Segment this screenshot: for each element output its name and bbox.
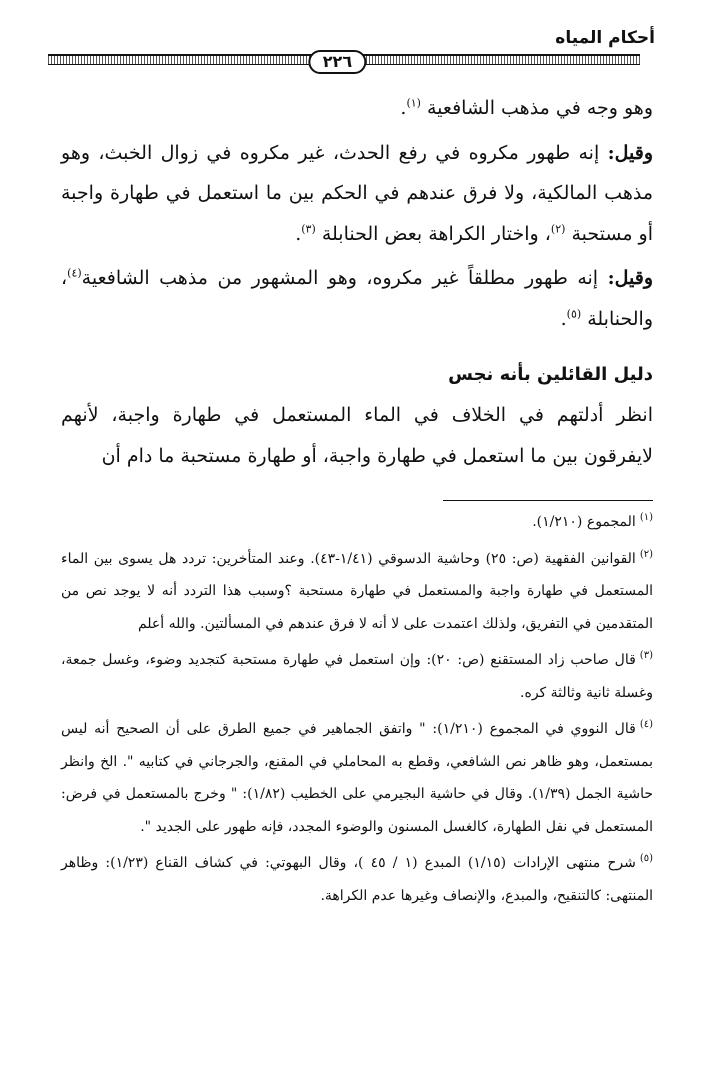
paragraph-2-text-a: إنه طهور مكروه في رفع الحدث، غير مكروه في زوال الخبث، وهو مذهب المالكية، ولا فرق عندهم في الحكم بين ما استعمل في طهارة واجبة أو مستحبة <box>61 141 653 245</box>
running-title: أحكام المياه <box>555 28 655 48</box>
paragraph-1-text: وهو وجه في مذهب الشافعية <box>427 97 653 119</box>
footnote-ref-1: (١) <box>406 96 421 110</box>
footnote-ref-4: (٤) <box>67 266 82 280</box>
paragraph-2-intro: وقيل: <box>607 141 653 164</box>
paragraph-2 <box>61 133 653 255</box>
footnote-3-text: قال صاحب زاد المستقنع (ص: ٢٠): وإن استعمل في طهارة مستحبة كتجديد وضوء، وغسل جمعة، وغسلة ثانية وثالثة كره. <box>61 652 653 701</box>
page-number: ٢٢٦ <box>309 50 366 74</box>
paragraph-4: انظر أدلتهم في الخلاف في الماء المستعمل في طهارة واجبة، لأنهم لايفرقون بين ما استعمل في طهارة واجبة، أو طهارة مستحبة ما دام أن <box>61 404 653 467</box>
paragraph-2-text-b: ، واختار الكراهة بعض الحنابلة <box>321 222 551 245</box>
footnote-ref-3: (٣) <box>301 222 316 236</box>
page-header <box>0 0 703 80</box>
footnote-divider <box>443 500 653 501</box>
footnote-5-text: شرح منتهى الإرادات (١/١٥) المبدع (١ / ٤٥ )، وقال البهوتي: في كشاف القناع (١/٢٣): وظاهر المنتهى: كالتنقيح، والمبدع، والإنصاف وغيرها عدم الكراهة. <box>61 855 653 904</box>
footnote-3-number: (٣) <box>639 650 653 662</box>
paragraph-3 <box>61 258 653 339</box>
footnote-4-text: قال النووي في المجموع (١/٢١٠): " واتفق الجماهير في جميع الطرق على أن الصحيح أنه ليس بمستعمل، وهو ظاهر نص الشافعي، وقطع به المحاملي في المقنع، والجرجاني في كتابيه ". الخ وانظر حاشية الجمل (١/٣٩). وقال في حاشية البجيرمي على الخطيب (١/٨٢): " وخرج بالمستعمل في فرض: المستعمل في نفل الطهارة، كالغسل المسنون والوضوء المجدد، فإنه طهور على الجديد ". <box>61 721 654 835</box>
paragraph-3-intro: وقيل: <box>607 267 653 289</box>
paragraph-3-text-a: إنه طهور مطلقاً غير مكروه، وهو المشهور من مذهب الشافعية <box>81 267 608 289</box>
footnote-3 <box>61 644 653 709</box>
footnotes <box>61 506 653 916</box>
footnote-4 <box>61 713 653 843</box>
footnote-1-number: (١) <box>639 512 653 524</box>
paragraph-3-text-b: ، والحنابلة <box>61 267 653 330</box>
paragraph-2-end: . <box>295 222 302 245</box>
footnote-4-number: (٤) <box>639 719 653 731</box>
footnote-1 <box>61 506 653 539</box>
paragraph-3-end: . <box>560 307 567 330</box>
footnote-1-text: المجموع (١/٢١٠). <box>532 514 636 530</box>
main-text <box>61 88 653 476</box>
footnote-2 <box>61 543 653 641</box>
footnote-5 <box>61 847 653 912</box>
footnote-5-number: (٥) <box>639 853 654 865</box>
paragraph-1 <box>61 88 653 129</box>
footnote-ref-2: (٢) <box>550 222 566 236</box>
paragraph-1-end: . <box>400 97 407 119</box>
section-heading: دليل القائلين بأنه نجس <box>448 364 653 385</box>
footnote-2-text: القوانين الفقهية (ص: ٢٥) وحاشية الدسوقي (١/٤١-٤٣). وعند المتأخرين: تردد هل يسوى بين الماء المستعمل في طهارة واجبة والمستعمل في طهارة مستحبة ؟وسبب هذا التردد أنه لا يوجد نص من المتقدمين في التفريق، ولذلك اعتمدت على لا أنه لا فرق عندهم في المسألتين. والله أعلم <box>61 550 653 632</box>
footnote-2-number: (٢) <box>639 548 653 560</box>
footnote-ref-5: (٥) <box>566 307 582 321</box>
